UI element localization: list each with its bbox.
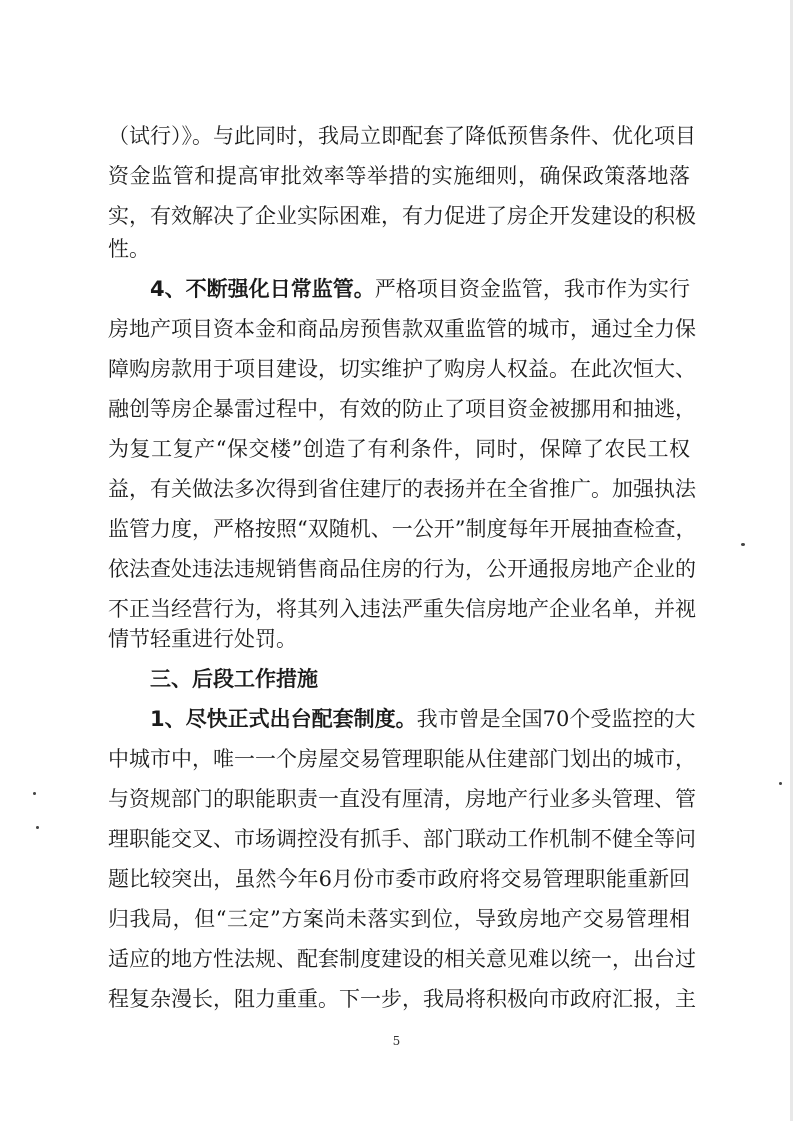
- paragraph-line: 障购房款用于项目建设，切实维护了购房人权益。在此次恒大、: [108, 357, 696, 381]
- paragraph-line: 监管力度，严格按照“双随机、一公开”制度每年开展抽查检查，: [108, 517, 697, 541]
- scan-speck: [33, 792, 36, 795]
- item-1-text: 我市曾是全国70个受监控的大: [416, 707, 696, 731]
- paragraph-line: （试行）》。与此同时，我局立即配套了降低预售条件、优化项目: [108, 124, 696, 148]
- page-number: 5: [392, 1034, 401, 1048]
- paragraph-line: 题比较突出，虽然今年6月份市委市政府将交易管理职能重新回: [108, 867, 690, 891]
- paragraph-line: 中城市中，唯一一个房屋交易管理职能从住建部门划出的城市，: [108, 747, 696, 771]
- paragraph-line: 不正当经营行为，将其列入违法严重失信房地产企业名单，并视: [108, 597, 696, 621]
- scan-speck: [741, 543, 745, 546]
- scan-speck: [779, 782, 782, 785]
- item-1-line: [150, 707, 696, 731]
- item-4-text: 严格项目资金监管，我市作为实行: [374, 277, 690, 301]
- paragraph-line: 归我局，但“三定”方案尚未落实到位，导致房地产交易管理相: [108, 907, 690, 931]
- paragraph-line: 理职能交叉、市场调控没有抓手、部门联动工作机制不健全等问: [108, 827, 696, 851]
- scan-speck: [36, 826, 39, 829]
- paragraph-line: 依法查处违法违规销售商品住房的行为，公开通报房地产企业的: [108, 557, 696, 581]
- paragraph-line: 益，有关做法多次得到省住建厅的表扬并在全省推广。加强执法: [108, 477, 696, 501]
- item-4-heading: 4、不断强化日常监管。: [150, 277, 375, 301]
- item-4-line: [150, 279, 690, 300]
- paragraph-line: 为复工复产“保交楼”创造了有利条件，同时，保障了农民工权: [108, 437, 690, 461]
- paragraph-line: 程复杂漫长，阻力重重。下一步，我局将积极向市政府汇报，主: [108, 987, 696, 1011]
- paragraph-line: 实，有效解决了企业实际困难，有力促进了房企开发建设的积极: [108, 204, 696, 228]
- paragraph-line: 资金监管和提高审批效率等举措的实施细则，确保政策落地落: [108, 164, 690, 188]
- paragraph-line: 房地产项目资本金和商品房预售款双重监管的城市，通过全力保: [108, 317, 696, 341]
- paragraph-line: 融创等房企暴雷过程中，有效的防止了项目资金被挪用和抽逃，: [108, 397, 696, 421]
- paragraph-line: 适应的地方性法规、配套制度建设的相关意见难以统一，出台过: [108, 947, 696, 971]
- paragraph-line: 情节轻重进行处罚。: [108, 627, 297, 651]
- paragraph-line: 性。: [108, 237, 150, 261]
- paragraph-line: 与资规部门的职能职责一直没有厘清，房地产行业多头管理、管: [108, 787, 696, 811]
- item-1-heading: 1、尽快正式出台配套制度。: [150, 707, 417, 731]
- section-heading: 三、后段工作措施: [150, 667, 318, 691]
